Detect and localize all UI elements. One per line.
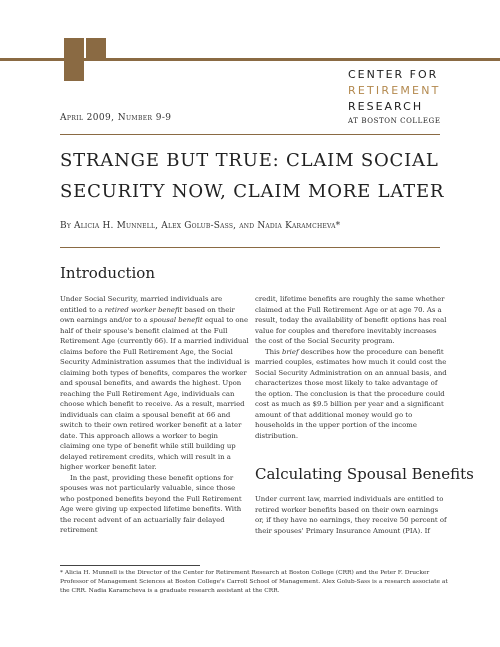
divider	[60, 134, 440, 135]
paragraph: This brief describes how the procedure can benefit married couples, estimates how much it could cost the Social Security Administration on an annual basis, and characterizes those most likely to take advantage of the option. The conclusion is that the procedure could cost as much as $9.5 billion per year and a significant amount of that additional money would go to households in the upper portion of the income distribution.	[255, 347, 447, 440]
section-heading-calculating-spousal-benefits: Calculating Spousal Benefits	[255, 465, 474, 483]
text-column-right-lower	[255, 494, 447, 536]
crr-logo	[348, 67, 468, 126]
logo-square	[86, 38, 106, 58]
brand-line: AT BOSTON COLLEGE	[348, 117, 441, 125]
paragraph: Under current law, married individuals are entitled to retired worker benefits based on their own earnings or, if they have no earnings, they receive 50 percent of their spouses' Primary Insurance Amount (PIA). If	[255, 495, 447, 535]
brief-title: STRANGE BUT TRUE: CLAIM SOCIAL SECURITY NOW, CLAIM MORE LATER	[60, 150, 445, 202]
paragraph: credit, lifetime benefits are roughly the same whether claimed at the Full Retirement Age or at age 70. As a result, today the availability of benefit options has real value for couples and therefore inevitably increases the cost of the Social Security program.	[255, 295, 447, 345]
author-footnote: * Alicia H. Munnell is the Director of the Center for Retirement Research at Boston College (CRR) and the Peter F. Drucker Professor of Management Sciences at Boston College's Carroll School of Management. Alex Golub-Sass is a research associate at the CRR. Nadia Karamcheva is a graduate research assistant at the CRR.	[60, 570, 448, 594]
text-column-right	[255, 294, 447, 441]
logo-square	[64, 61, 84, 81]
text-column-left	[60, 294, 250, 536]
section-heading-introduction: Introduction	[60, 264, 155, 282]
brand-line: CENTER FOR	[348, 68, 439, 81]
paragraph: In the past, providing these benefit options for spouses was not particularly valuable, since those who postponed benefits beyond the Full Retirement Age were giving up expected lifetime benefits. With the recent advent of an actuarially fair delayed retirement	[60, 473, 242, 534]
brand-line: RETIREMENT	[348, 84, 441, 97]
issue-date: April 2009, Number 9-9	[60, 113, 172, 123]
divider	[60, 247, 440, 248]
footnote-divider	[60, 565, 200, 566]
authors-line: By Alicia H. Munnell, Alex Golub-Sass, and Nadia Karamcheva*	[60, 221, 341, 231]
logo-square	[64, 38, 84, 58]
brand-line: RESEARCH	[348, 100, 424, 113]
paragraph: Under Social Security, married individuals are entitled to a retired worker benefit based on their own earnings and/or to a spousal benefit equal to one half of their spouse's benefit claimed at the Full Retirement Age (currently 66). If a married individual claims before the Full Retirement Age, the Social Security Administration assumes that the individual is claiming both types of benefits, compares the worker and spousal benefits, and awards the highest. Upon reaching the Full Retirement Age, individuals can choose which benefit to receive. As a result, married individuals can claim a spousal benefit at 66 and switch to their own retired worker benefit at a later date. This approach allows a worker to begin claiming one type of benefit while still building up delayed retirement credits, which will result in a higher worker benefit later.	[60, 295, 250, 471]
